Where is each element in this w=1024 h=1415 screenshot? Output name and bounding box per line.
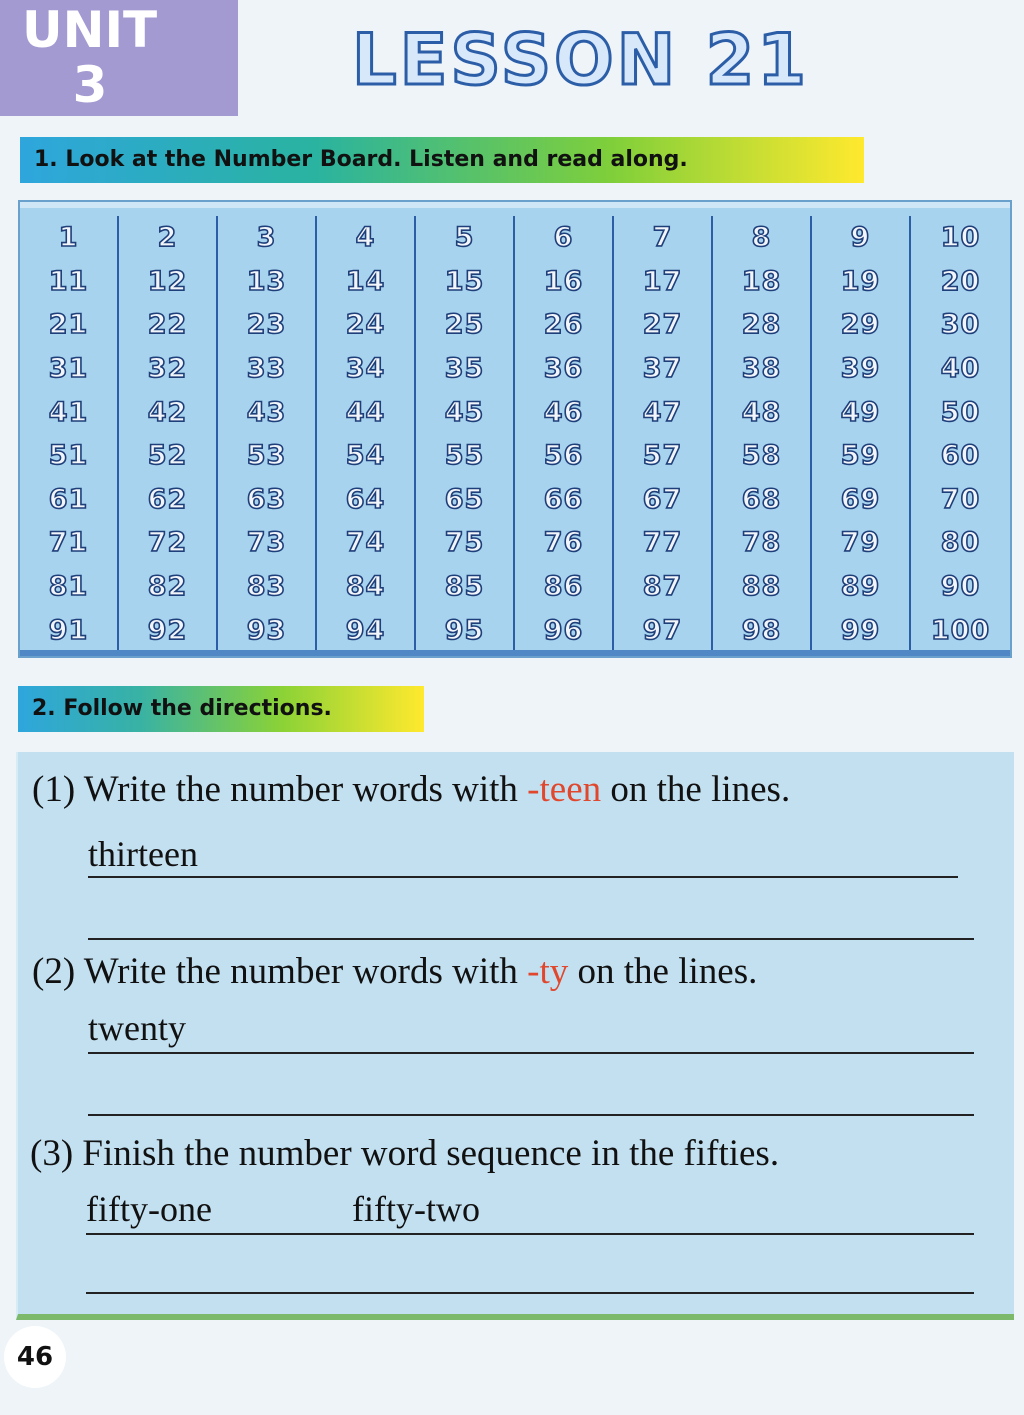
number-cell: 49 [812,390,911,434]
number-cell: 23 [218,303,317,347]
number-cell: 91 [20,608,119,652]
number-cell: 66 [515,478,614,522]
number-cell: 35 [416,347,515,391]
number-cell: 45 [416,390,515,434]
number-cell: 100 [930,614,991,646]
number-grid [20,216,1010,652]
question-3: (3) Finish the number word sequence in the fifties. [30,1133,780,1174]
number-cell: 92 [119,608,218,652]
number-cell: 29 [812,303,911,347]
number-cell: 72 [119,521,218,565]
number-cell: 84 [317,565,416,609]
number-cell: 18 [713,260,812,304]
unit-badge [0,0,238,116]
number-cell: 8 [713,216,812,260]
number-cell: 15 [416,260,515,304]
number-cell: 80 [940,527,981,559]
ty-suffix: -ty [527,951,569,992]
number-cell: 95 [416,608,515,652]
number-cell: 41 [20,390,119,434]
number-cell: 96 [515,608,614,652]
number-cell: 11 [20,260,119,304]
number-cell: 26 [515,303,614,347]
number-cell: 64 [317,478,416,522]
number-cell: 33 [218,347,317,391]
number-cell: 82 [119,565,218,609]
number-cell: 3 [218,216,317,260]
page-number: 46 [4,1326,66,1388]
question-2-rest: on the lines. [568,951,758,992]
number-cell: 50 [940,396,981,428]
number-cell: 30 [940,309,981,341]
number-cell: 60 [940,440,981,472]
answer-line-3b[interactable] [86,1292,974,1294]
answer-line-3a[interactable] [86,1233,974,1235]
number-cell: 46 [515,390,614,434]
number-cell: 90 [940,571,981,603]
number-cell: 86 [515,565,614,609]
number-cell: 69 [812,478,911,522]
question-2-prefix: (2) Write the number words with [32,951,528,992]
number-cell: 34 [317,347,416,391]
question-1 [32,768,790,812]
number-cell: 76 [515,521,614,565]
question-1-prefix: (1) Write the number words with [32,769,528,810]
board-bottom-edge [20,650,1010,656]
unit-number: 3 [72,56,108,114]
answer-line-1b[interactable] [88,938,974,940]
number-cell: 44 [317,390,416,434]
number-cell: 12 [119,260,218,304]
number-cell: 47 [614,390,713,434]
number-cell: 21 [20,303,119,347]
number-cell: 5 [416,216,515,260]
number-cell: 58 [713,434,812,478]
number-cell: 97 [614,608,713,652]
number-cell: 7 [614,216,713,260]
number-cell: 25 [416,303,515,347]
number-cell: 61 [20,478,119,522]
number-cell: 4 [317,216,416,260]
number-cell: 67 [614,478,713,522]
question-2 [32,950,757,994]
number-cell: 63 [218,478,317,522]
number-cell: 28 [713,303,812,347]
number-cell: 57 [614,434,713,478]
answer-thirteen: thirteen [88,834,198,874]
number-cell: 32 [119,347,218,391]
number-cell: 14 [317,260,416,304]
number-cell: 74 [317,521,416,565]
number-cell: 93 [218,608,317,652]
number-cell: 20 [940,265,981,297]
number-cell: 65 [416,478,515,522]
number-cell: 42 [119,390,218,434]
number-cell: 37 [614,347,713,391]
number-cell: 24 [317,303,416,347]
number-cell: 89 [812,565,911,609]
number-cell: 99 [812,608,911,652]
unit-label: UNIT [22,1,158,59]
number-cell: 87 [614,565,713,609]
number-board [18,200,1012,658]
answer-line-1a[interactable] [88,876,958,878]
number-cell: 70 [940,483,981,515]
number-cell: 36 [515,347,614,391]
number-cell: 6 [515,216,614,260]
number-cell: 85 [416,565,515,609]
answer-line-2b[interactable] [88,1114,974,1116]
number-cell: 54 [317,434,416,478]
number-cell: 53 [218,434,317,478]
number-cell: 88 [713,565,812,609]
number-cell: 52 [119,434,218,478]
number-cell: 22 [119,303,218,347]
number-cell: 13 [218,260,317,304]
number-cell: 83 [218,565,317,609]
number-cell: 78 [713,521,812,565]
number-cell: 40 [940,353,981,385]
exercise-panel [16,752,1014,1320]
number-cell: 98 [713,608,812,652]
number-cell: 71 [20,521,119,565]
answer-fifty-two: fifty-two [352,1189,480,1229]
number-cell: 17 [614,260,713,304]
answer-line-2a[interactable] [88,1052,974,1054]
answer-fifty-one: fifty-one [86,1189,212,1229]
number-cell: 9 [812,216,911,260]
teen-suffix: -teen [527,769,602,810]
number-cell: 68 [713,478,812,522]
number-cell: 59 [812,434,911,478]
number-cell: 19 [812,260,911,304]
number-cell: 51 [20,434,119,478]
board-top-edge [20,202,1010,208]
number-cell: 62 [119,478,218,522]
number-cell: 38 [713,347,812,391]
answer-twenty: twenty [88,1008,186,1048]
number-cell: 77 [614,521,713,565]
lesson-title: LESSON 21 [352,19,809,101]
number-cell: 48 [713,390,812,434]
number-cell: 94 [317,608,416,652]
number-cell: 10 [940,222,981,254]
number-cell: 55 [416,434,515,478]
number-cell: 81 [20,565,119,609]
section2-instruction: 2. Follow the directions. [18,686,424,732]
number-cell: 31 [20,347,119,391]
number-cell: 56 [515,434,614,478]
number-cell: 79 [812,521,911,565]
number-cell: 2 [119,216,218,260]
number-cell: 16 [515,260,614,304]
number-cell: 75 [416,521,515,565]
number-cell: 27 [614,303,713,347]
number-cell: 43 [218,390,317,434]
number-cell: 73 [218,521,317,565]
question-1-rest: on the lines. [601,769,791,810]
number-cell: 1 [20,216,119,260]
number-cell: 39 [812,347,911,391]
section1-instruction: 1. Look at the Number Board. Listen and read along. [20,137,864,183]
